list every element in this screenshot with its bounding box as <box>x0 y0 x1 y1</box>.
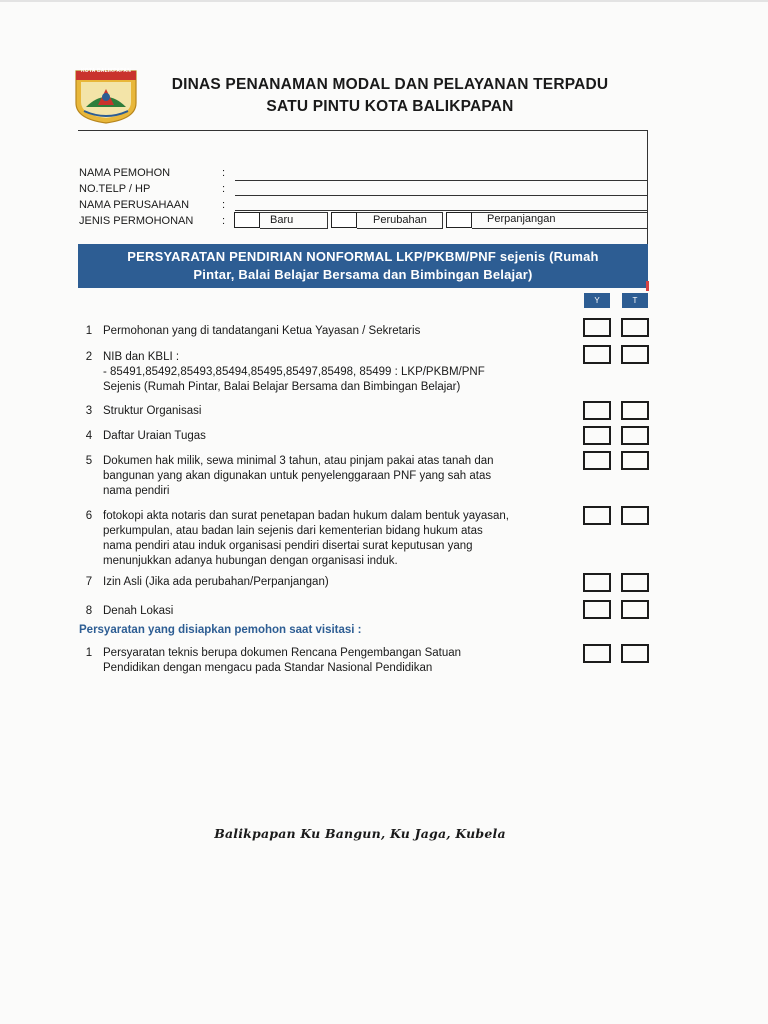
requirement-7-t-checkbox[interactable] <box>621 573 649 592</box>
no-telp-input-line[interactable] <box>235 195 648 196</box>
field-colon: : <box>222 167 226 179</box>
requirement-number: 3 <box>85 405 93 417</box>
field-label-jenis-permohonan: JENIS PERMOHONAN <box>79 215 194 227</box>
requirement-8-t-checkbox[interactable] <box>621 600 649 619</box>
requirement-text: Struktur Organisasi <box>103 405 202 417</box>
option-baru-label: Baru <box>270 214 294 226</box>
requirement-text: Denah Lokasi <box>103 605 174 617</box>
requirement-number: 1 <box>85 325 93 337</box>
column-header-y: Y <box>584 293 610 308</box>
requirement-1-y-checkbox[interactable] <box>583 318 611 337</box>
requirement-text: Persyaratan teknis berupa dokumen Rencana Pengembangan Satuan Pendidikan dengan mengacu pada Standar Nasional Pendidikan <box>103 647 462 674</box>
banner-line2: Pintar, Balai Belajar Bersama dan Bimbingan Belajar) <box>193 267 533 282</box>
requirement-number: 7 <box>85 576 93 588</box>
requirement-5-y-checkbox[interactable] <box>583 451 611 470</box>
requirement-text: fotokopi akta notaris dan surat penetapan badan hukum dalam bentuk yayasan, perkumpulan, atau badan lain sejenis dari kementerian bidang hukum atas nama pendiri atau induk organisasi pendiri disertai surat keputusan yang menunjukkan adanya hubungan dengan organisasi induk. <box>103 510 509 567</box>
option-perubahan-label: Perubahan <box>373 214 427 226</box>
requirement-number: 5 <box>85 455 93 467</box>
organization-title-line1: DINAS PENANAMAN MODAL DAN PELAYANAN TERPADU <box>171 76 609 93</box>
requirement-4-t-checkbox[interactable] <box>621 426 649 445</box>
visit-requirement-1-t-checkbox[interactable] <box>621 644 649 663</box>
requirement-6-t-checkbox[interactable] <box>621 506 649 525</box>
field-label-nama-perusahaan: NAMA PERUSAHAAN <box>79 199 190 211</box>
requirement-5-t-checkbox[interactable] <box>621 451 649 470</box>
requirement-2-y-checkbox[interactable] <box>583 345 611 364</box>
requirement-7-y-checkbox[interactable] <box>583 573 611 592</box>
requirement-3-y-checkbox[interactable] <box>583 401 611 420</box>
nama-perusahaan-input-line[interactable] <box>235 210 648 211</box>
banner-line1: PERSYARATAN PENDIRIAN NONFORMAL LKP/PKBM/PNF sejenis (Rumah <box>127 249 599 264</box>
city-emblem-logo <box>72 67 140 125</box>
requirement-number: 8 <box>85 605 93 617</box>
banner-red-mark <box>646 281 649 291</box>
organization-title <box>150 74 630 118</box>
city-motto: Balikpapan Ku Bangun, Ku Jaga, Kubela <box>214 826 506 841</box>
requirement-number: 6 <box>85 510 93 522</box>
requirement-number: 2 <box>85 351 93 363</box>
organization-title-line2: SATU PINTU KOTA BALIKPAPAN <box>266 98 514 115</box>
requirement-text: Daftar Uraian Tugas <box>103 430 206 442</box>
header-rule <box>78 130 648 131</box>
requirement-3-t-checkbox[interactable] <box>621 401 649 420</box>
visit-section-heading: Persyaratan yang disiapkan pemohon saat visitasi : <box>79 624 362 636</box>
column-header-t: T <box>622 293 648 308</box>
requirement-text: Dokumen hak milik, sewa minimal 3 tahun, atau pinjam pakai atas tanah dan bangunan yang akan digunakan untuk penyelenggaraan PNF yang sah atas nama pendiri <box>103 455 494 497</box>
field-colon: : <box>222 183 226 195</box>
visit-requirement-1-y-checkbox[interactable] <box>583 644 611 663</box>
requirement-2-t-checkbox[interactable] <box>621 345 649 364</box>
option-baru-checkbox[interactable] <box>234 212 260 228</box>
option-perubahan-checkbox[interactable] <box>331 212 357 228</box>
requirement-number: 1 <box>85 647 93 659</box>
field-colon: : <box>222 199 226 211</box>
requirement-text: Izin Asli (Jika ada perubahan/Perpanjangan) <box>103 576 329 588</box>
field-label-nama-pemohon: NAMA PEMOHON <box>79 167 171 179</box>
requirement-8-y-checkbox[interactable] <box>583 600 611 619</box>
field-colon: : <box>222 215 226 227</box>
option-perpanjangan-label: Perpanjangan <box>487 213 556 225</box>
logo-text: KOTA BALIKPAPAN <box>80 68 132 74</box>
requirements-banner <box>78 244 648 288</box>
requirement-number: 4 <box>85 430 93 442</box>
requirement-text: NIB dan KBLI : - 85491,85492,85493,85494,85495,85497,85498, 85499 : LKP/PKBM/PNF Sejenis (Rumah Pintar, Balai Belajar Bersama dan Bimbingan Belajar) <box>103 351 485 393</box>
nama-pemohon-input-line[interactable] <box>235 180 648 181</box>
requirement-6-y-checkbox[interactable] <box>583 506 611 525</box>
requirement-text: Permohonan yang di tandatangani Ketua Yayasan / Sekretaris <box>103 325 421 337</box>
requirement-4-y-checkbox[interactable] <box>583 426 611 445</box>
top-edge-line <box>0 0 768 2</box>
option-perpanjangan-checkbox[interactable] <box>446 212 472 228</box>
field-label-no-telp: NO.TELP / HP <box>79 183 151 195</box>
requirement-1-t-checkbox[interactable] <box>621 318 649 337</box>
